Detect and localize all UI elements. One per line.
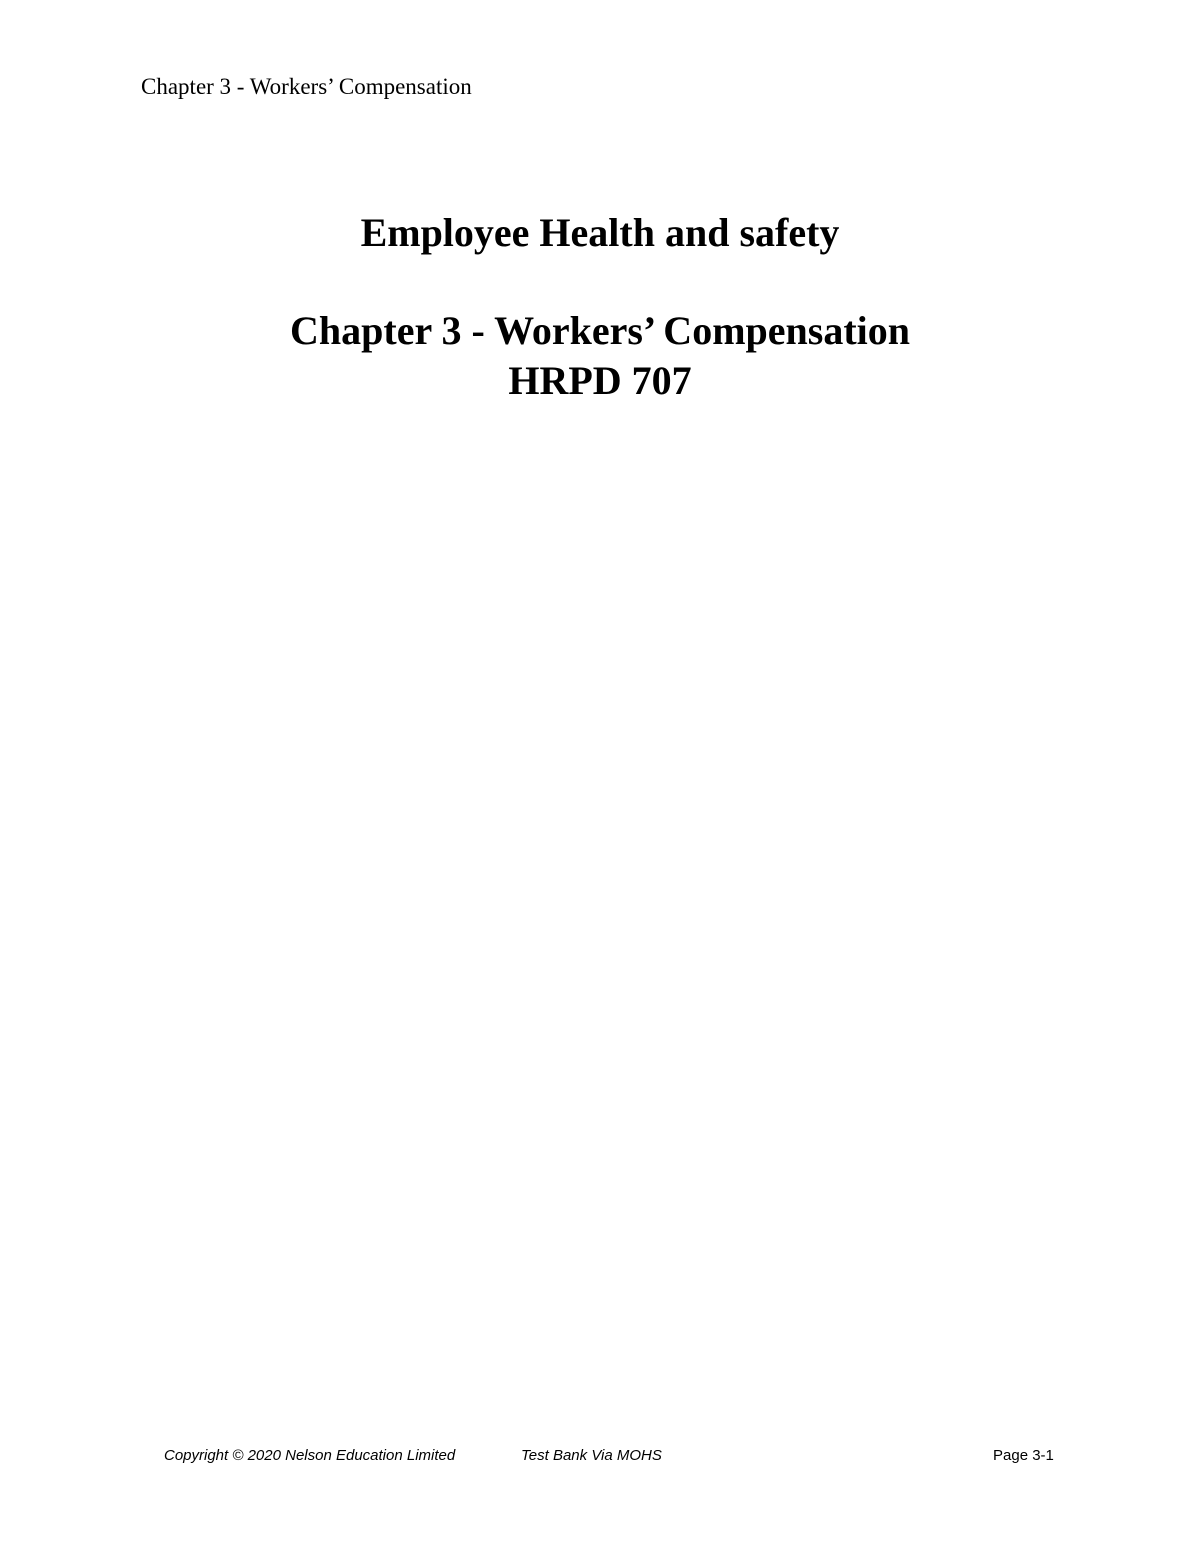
running-header: Chapter 3 - Workers’ Compensation — [141, 74, 472, 99]
chapter-title: Chapter 3 - Workers’ Compensation — [290, 308, 910, 353]
course-code: HRPD 707 — [508, 358, 692, 403]
footer-source: Test Bank Via MOHS — [521, 1447, 662, 1464]
document-title: Employee Health and safety — [360, 210, 840, 255]
footer-copyright: Copyright © 2020 Nelson Education Limited — [164, 1447, 456, 1464]
footer-page-number: Page 3-1 — [993, 1447, 1054, 1464]
